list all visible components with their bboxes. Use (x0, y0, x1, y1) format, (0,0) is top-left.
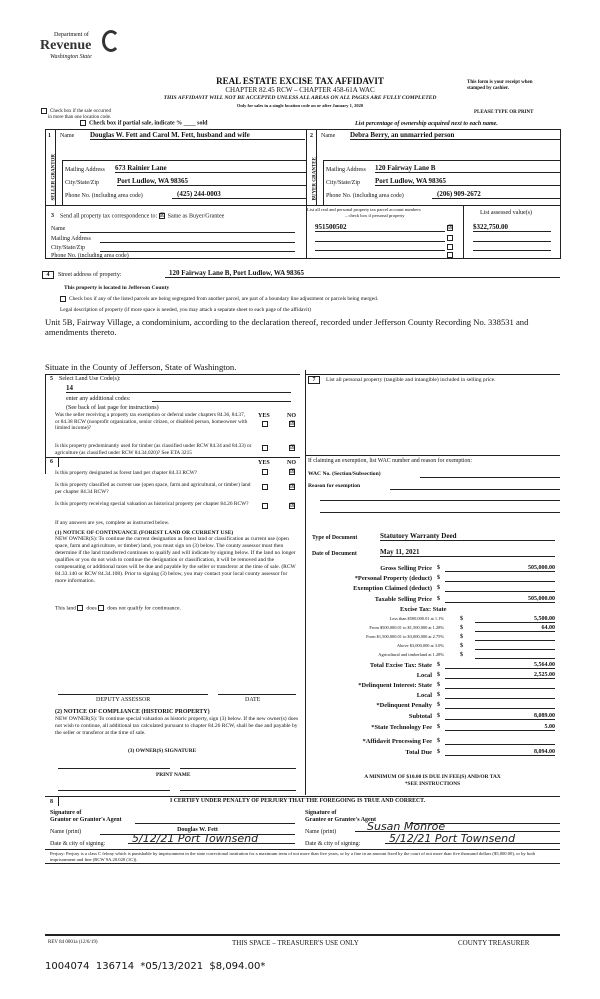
grantee-print-name[interactable]: Susan Monroe (355, 823, 560, 832)
currency-symbol: $ (437, 724, 440, 730)
tax-value[interactable] (445, 701, 555, 709)
currency-symbol: $ (437, 575, 440, 581)
currency-symbol: $ (437, 713, 440, 719)
treasurer-stamp: 1004074 136714 *05/13/2021 $8,094.00* (45, 961, 266, 972)
personal-property-checkbox[interactable] (447, 244, 453, 250)
document-type[interactable]: Statutory Warranty Deed (380, 532, 555, 541)
personal-property-checkbox[interactable] (447, 235, 453, 241)
tax-row-label: Above $3,000,000 at 3.0% (396, 643, 444, 648)
dor-logo: Department of Revenue Washington State (40, 30, 120, 68)
currency-symbol: $ (437, 662, 440, 668)
tax-value[interactable]: 5.00 (445, 723, 555, 731)
tax-row-label: Subtotal (408, 713, 432, 720)
tax-value[interactable] (475, 651, 555, 659)
tax-row-label: Taxable Selling Price (374, 596, 432, 603)
tax-value[interactable] (475, 642, 555, 650)
personal-property-checkbox[interactable] (447, 252, 453, 258)
property-street-address[interactable]: 120 Fairway Lane B, Port Ludlow, WA 98365 (165, 269, 560, 278)
tax-row-label: *Delinquent Interest: State (358, 682, 432, 689)
logo-emblem (102, 30, 120, 52)
q5-2-yes-checkbox[interactable] (262, 445, 268, 451)
grantor-print-name[interactable]: Douglas W. Fett (100, 826, 295, 835)
does-qualify-checkbox[interactable] (77, 605, 83, 611)
buyer-side-label: BUYER GRANTEE (312, 157, 318, 201)
tax-value[interactable]: 5,564.00 (445, 661, 555, 669)
q6-3-yes-checkbox[interactable] (262, 503, 268, 509)
currency-symbol: $ (437, 738, 440, 744)
q6-1-yes-checkbox[interactable] (262, 469, 268, 475)
currency-symbol: $ (437, 565, 440, 571)
tax-value[interactable] (445, 691, 555, 699)
tax-value[interactable] (445, 737, 555, 745)
currency-symbol: $ (437, 596, 440, 602)
q5-2-no-checkbox[interactable]: ☒ (290, 445, 296, 451)
buyer-phone[interactable]: (206) 909-2672 (432, 190, 561, 199)
currency-symbol: $ (437, 672, 440, 678)
tax-row-label: Gross Selling Price (380, 565, 432, 572)
tax-row-label: Agricultural and timberland at 1.28% (378, 652, 444, 657)
tax-row-label: Less than $500,000.01 at 1.1% (389, 616, 444, 621)
tax-value[interactable]: 505,000.00 (445, 595, 555, 603)
form-title: REAL ESTATE EXCISE TAX AFFIDAVIT (216, 76, 384, 86)
tax-row-label: *Personal Property (deduct) (354, 575, 432, 582)
q6-3-no-checkbox[interactable]: ☒ (290, 503, 296, 509)
tax-row-label: From $1,500,000.01 to $3,000,000 at 2.75% (366, 634, 444, 639)
tax-row-label: Local (416, 672, 432, 679)
currency-symbol: $ (460, 643, 463, 649)
personal-property-checkbox[interactable]: ☒ (448, 225, 454, 231)
tax-value[interactable]: 8,089.00 (445, 712, 555, 720)
seller-mailing-address[interactable]: 673 Rainier Lane (115, 164, 306, 173)
currency-symbol: $ (437, 682, 440, 688)
tax-row-label: Local (416, 692, 432, 699)
currency-symbol: $ (460, 625, 463, 631)
tax-value[interactable] (445, 681, 555, 689)
tax-row-label: Total Excise Tax: State (369, 662, 432, 669)
buyer-name[interactable]: Debra Berry, an unmarried person (350, 131, 561, 140)
situate: Situate in the County of Jefferson, State of Washington. (45, 362, 237, 372)
form-chapter: CHAPTER 82.45 RCW – CHAPTER 458-61A WAC (225, 86, 375, 94)
tax-value[interactable] (475, 633, 555, 641)
seller-phone[interactable]: (425) 244-0003 (172, 190, 306, 199)
tax-row-label: *Delinquent Penalty (376, 702, 432, 709)
tax-value[interactable]: 2,525.00 (445, 671, 555, 679)
seller-side-label: SELLER GRANTOR (51, 154, 57, 201)
tax-row-label: Excise Tax: State (400, 606, 447, 613)
tax-value[interactable] (445, 584, 555, 592)
q6-2-no-checkbox[interactable]: ☒ (290, 484, 296, 490)
tax-value[interactable]: 8,094.00 (445, 748, 555, 756)
tax-value[interactable] (445, 574, 555, 582)
q6-1-no-checkbox[interactable]: ☒ (290, 469, 296, 475)
tax-value[interactable]: 505,000.00 (445, 564, 555, 572)
grantor-signature[interactable] (135, 807, 295, 824)
tax-row-label: Exemption Claimed (deduct) (353, 585, 432, 592)
grantor-date-city[interactable]: 5/12/21 Port Townsend (128, 835, 295, 844)
parcel-number[interactable]: 951500502 (315, 223, 445, 232)
currency-symbol: $ (460, 652, 463, 658)
q5-1-yes-checkbox[interactable] (262, 421, 268, 427)
partial-sale-checkbox[interactable]: Check box if partial sale, indicate % ____ sold (80, 120, 208, 126)
same-as-buyer-checkbox[interactable]: ☒ (159, 213, 166, 219)
buyer-city-state-zip[interactable]: Port Ludlow, WA 98365 (375, 177, 561, 186)
buyer-mailing-address[interactable]: 120 Fairway Lane B (375, 164, 561, 173)
q5-1-no-checkbox[interactable]: ☒ (290, 421, 296, 427)
tax-row-label: *State Technology Fee (371, 724, 432, 731)
currency-symbol: $ (437, 749, 440, 755)
assessed-value[interactable]: $322,750.00 (473, 223, 551, 232)
seller-name[interactable]: Douglas W. Fett and Carol M. Fett, husband and wife (90, 131, 305, 140)
grantee-date-city[interactable]: 5/12/21 Port Townsend (385, 835, 560, 844)
seller-city-state-zip[interactable]: Port Ludlow, WA 98365 (117, 177, 306, 186)
currency-symbol: $ (437, 702, 440, 708)
tax-row-label: From $500,000.01 to $1,500,000 at 1.28% (369, 625, 444, 630)
q6-2-yes-checkbox[interactable] (262, 484, 268, 490)
segregate-checkbox[interactable]: Check box if any of the listed parcels are being segregated from another parcel, are part of a boundary line adjustment or parcels being merged. (60, 296, 378, 302)
form-warning: THIS AFFIDAVIT WILL NOT BE ACCEPTED UNLESS ALL AREAS ON ALL PAGES ARE FULLY COMPLETED (163, 95, 437, 101)
tax-row-label: Total Due (405, 749, 432, 756)
does-not-qualify-checkbox[interactable] (98, 605, 104, 611)
tax-value[interactable]: 5,500.00 (475, 615, 555, 623)
multi-location-checkbox[interactable]: Check box if the sale occurred (41, 108, 111, 114)
tax-value[interactable]: 64.00 (475, 624, 555, 632)
currency-symbol: $ (437, 585, 440, 591)
land-use-code[interactable]: 14 (66, 384, 291, 393)
currency-symbol: $ (460, 634, 463, 640)
currency-symbol: $ (437, 692, 440, 698)
currency-symbol: $ (460, 616, 463, 622)
document-date[interactable]: May 11, 2021 (380, 548, 555, 557)
tax-row-label: *Affidavit Processing Fee (362, 738, 432, 745)
legal-description: Unit 5B, Fairway Village, a condominium, according to the declaration thereof, recorded under Jefferson County Recording No. 338531 and amendments thereto. (45, 317, 529, 337)
